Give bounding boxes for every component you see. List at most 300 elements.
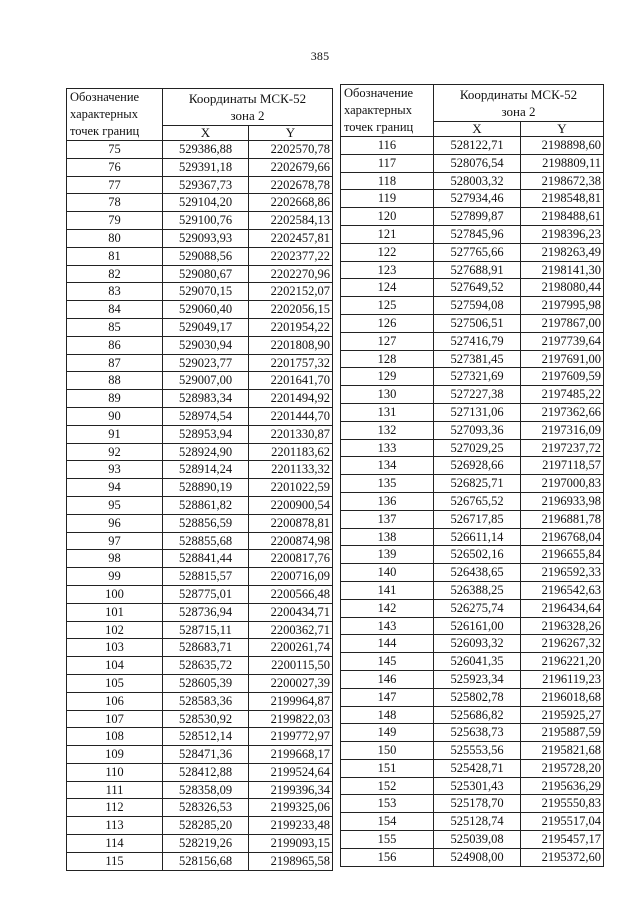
point-number-cell: 96 xyxy=(67,514,163,532)
y-coordinate-cell: 2201641,70 xyxy=(249,372,333,390)
x-coordinate-cell: 528122,71 xyxy=(434,137,521,155)
table-row xyxy=(341,564,604,582)
designation-header-line: Обозначение xyxy=(344,86,414,100)
y-coordinate-cell: 2202152,07 xyxy=(249,283,333,301)
y-coordinate-cell: 2197691,00 xyxy=(521,350,604,368)
y-coordinate-cell: 2202679,66 xyxy=(249,158,333,176)
y-coordinate-cell: 2199325,06 xyxy=(249,799,333,817)
table-row xyxy=(341,386,604,404)
x-coordinate-cell: 528974,54 xyxy=(163,407,249,425)
table-row xyxy=(341,350,604,368)
point-number-cell: 83 xyxy=(67,283,163,301)
x-coordinate-cell: 528855,68 xyxy=(163,532,249,550)
y-column-header: Y xyxy=(249,126,333,141)
table-row xyxy=(67,461,333,479)
x-coordinate-cell: 528219,26 xyxy=(163,835,249,853)
y-coordinate-cell: 2201330,87 xyxy=(249,425,333,443)
y-coordinate-cell: 2196221,20 xyxy=(521,653,604,671)
x-coordinate-cell: 528815,57 xyxy=(163,568,249,586)
y-coordinate-cell: 2197000,83 xyxy=(521,475,604,493)
y-coordinate-cell: 2200434,71 xyxy=(249,603,333,621)
table-row xyxy=(341,225,604,243)
table-row xyxy=(67,763,333,781)
table-row xyxy=(341,795,604,813)
table-row xyxy=(67,568,333,586)
y-coordinate-cell: 2198263,49 xyxy=(521,243,604,261)
y-coordinate-cell: 2196119,23 xyxy=(521,670,604,688)
table-row xyxy=(341,154,604,172)
table-row xyxy=(67,835,333,853)
point-number-cell: 94 xyxy=(67,479,163,497)
point-number-cell: 153 xyxy=(341,795,434,813)
point-number-cell: 128 xyxy=(341,350,434,368)
y-coordinate-cell: 2197485,22 xyxy=(521,386,604,404)
designation-header-line: характерных xyxy=(70,107,138,121)
point-number-cell: 127 xyxy=(341,332,434,350)
point-number-cell: 103 xyxy=(67,639,163,657)
point-number-cell: 114 xyxy=(67,835,163,853)
designation-header-line: Обозначение xyxy=(70,90,140,104)
table-row xyxy=(67,390,333,408)
x-coordinate-cell: 529104,20 xyxy=(163,194,249,212)
y-column-header: Y xyxy=(521,122,604,137)
x-coordinate-cell: 528285,20 xyxy=(163,817,249,835)
table-row xyxy=(341,635,604,653)
x-coordinate-cell: 527899,87 xyxy=(434,208,521,226)
y-coordinate-cell: 2200874,98 xyxy=(249,532,333,550)
y-coordinate-cell: 2201183,62 xyxy=(249,443,333,461)
point-number-cell: 149 xyxy=(341,724,434,742)
coordinates-table-right xyxy=(340,84,604,867)
x-coordinate-cell: 526161,00 xyxy=(434,617,521,635)
point-number-cell: 151 xyxy=(341,759,434,777)
point-number-cell: 107 xyxy=(67,710,163,728)
point-number-cell: 140 xyxy=(341,564,434,582)
table-row xyxy=(67,817,333,835)
x-coordinate-cell: 525686,82 xyxy=(434,706,521,724)
point-number-cell: 79 xyxy=(67,212,163,230)
x-coordinate-cell: 525039,08 xyxy=(434,831,521,849)
page-number: 385 xyxy=(310,49,330,63)
x-coordinate-cell: 529100,76 xyxy=(163,212,249,230)
point-number-cell: 124 xyxy=(341,279,434,297)
x-coordinate-cell: 527649,52 xyxy=(434,279,521,297)
x-coordinate-cell: 529391,18 xyxy=(163,158,249,176)
x-coordinate-cell: 528914,24 xyxy=(163,461,249,479)
table-row xyxy=(67,674,333,692)
table-row xyxy=(341,813,604,831)
designation-header xyxy=(341,85,434,137)
table-row xyxy=(341,848,604,866)
point-number-cell: 93 xyxy=(67,461,163,479)
point-number-cell: 100 xyxy=(67,585,163,603)
y-coordinate-cell: 2200027,39 xyxy=(249,674,333,692)
y-coordinate-cell: 2199233,48 xyxy=(249,817,333,835)
y-coordinate-cell: 2195887,59 xyxy=(521,724,604,742)
table-row xyxy=(67,603,333,621)
y-coordinate-cell: 2197118,57 xyxy=(521,457,604,475)
table-row xyxy=(341,510,604,528)
coordinates-title: Координаты МСК-52 xyxy=(188,91,307,106)
x-coordinate-cell: 527845,96 xyxy=(434,225,521,243)
table-row xyxy=(341,759,604,777)
table-row xyxy=(341,457,604,475)
x-coordinate-cell: 528530,92 xyxy=(163,710,249,728)
table-row xyxy=(341,137,604,155)
x-coordinate-cell: 525638,73 xyxy=(434,724,521,742)
point-number-cell: 86 xyxy=(67,336,163,354)
x-coordinate-cell: 526041,35 xyxy=(434,653,521,671)
point-number-cell: 101 xyxy=(67,603,163,621)
point-number-cell: 120 xyxy=(341,208,434,226)
point-number-cell: 123 xyxy=(341,261,434,279)
point-number-cell: 88 xyxy=(67,372,163,390)
point-number-cell: 132 xyxy=(341,421,434,439)
y-coordinate-cell: 2200362,71 xyxy=(249,621,333,639)
table-row xyxy=(67,443,333,461)
point-number-cell: 155 xyxy=(341,831,434,849)
designation-header-line: характерных xyxy=(344,103,412,117)
y-coordinate-cell: 2196328,26 xyxy=(521,617,604,635)
x-coordinate-cell: 528583,36 xyxy=(163,692,249,710)
designation-header-line: точек границ xyxy=(344,120,414,134)
y-coordinate-cell: 2201444,70 xyxy=(249,407,333,425)
y-coordinate-cell: 2199822,03 xyxy=(249,710,333,728)
y-coordinate-cell: 2197995,98 xyxy=(521,297,604,315)
table-row xyxy=(67,692,333,710)
point-number-cell: 102 xyxy=(67,621,163,639)
point-number-cell: 104 xyxy=(67,657,163,675)
y-coordinate-cell: 2200878,81 xyxy=(249,514,333,532)
table-row xyxy=(341,617,604,635)
x-coordinate-cell: 528683,71 xyxy=(163,639,249,657)
point-number-cell: 92 xyxy=(67,443,163,461)
y-coordinate-cell: 2196018,68 xyxy=(521,688,604,706)
point-number-cell: 90 xyxy=(67,407,163,425)
y-coordinate-cell: 2197362,66 xyxy=(521,403,604,421)
table-row xyxy=(67,657,333,675)
point-number-cell: 116 xyxy=(341,137,434,155)
y-coordinate-cell: 2201808,90 xyxy=(249,336,333,354)
table-row xyxy=(341,706,604,724)
y-coordinate-cell: 2196768,04 xyxy=(521,528,604,546)
table-row xyxy=(67,710,333,728)
point-number-cell: 108 xyxy=(67,728,163,746)
point-number-cell: 150 xyxy=(341,742,434,760)
x-coordinate-cell: 529080,67 xyxy=(163,265,249,283)
point-number-cell: 112 xyxy=(67,799,163,817)
x-coordinate-cell: 526825,71 xyxy=(434,475,521,493)
y-coordinate-cell: 2202457,81 xyxy=(249,229,333,247)
y-coordinate-cell: 2199396,34 xyxy=(249,781,333,799)
y-coordinate-cell: 2196655,84 xyxy=(521,546,604,564)
x-coordinate-cell: 528715,11 xyxy=(163,621,249,639)
point-number-cell: 134 xyxy=(341,457,434,475)
y-coordinate-cell: 2196267,32 xyxy=(521,635,604,653)
point-number-cell: 77 xyxy=(67,176,163,194)
table-row xyxy=(67,479,333,497)
table-row xyxy=(67,514,333,532)
point-number-cell: 80 xyxy=(67,229,163,247)
x-coordinate-cell: 528924,90 xyxy=(163,443,249,461)
y-coordinate-cell: 2195550,83 xyxy=(521,795,604,813)
table-row xyxy=(67,318,333,336)
x-coordinate-cell: 527381,45 xyxy=(434,350,521,368)
y-coordinate-cell: 2195925,27 xyxy=(521,706,604,724)
point-number-cell: 156 xyxy=(341,848,434,866)
x-coordinate-cell: 527131,06 xyxy=(434,403,521,421)
point-number-cell: 152 xyxy=(341,777,434,795)
y-coordinate-cell: 2196542,63 xyxy=(521,581,604,599)
y-coordinate-cell: 2200817,76 xyxy=(249,550,333,568)
point-number-cell: 118 xyxy=(341,172,434,190)
y-coordinate-cell: 2195372,60 xyxy=(521,848,604,866)
x-coordinate-cell: 527506,51 xyxy=(434,314,521,332)
y-coordinate-cell: 2198548,81 xyxy=(521,190,604,208)
table-row xyxy=(341,546,604,564)
y-coordinate-cell: 2198396,23 xyxy=(521,225,604,243)
point-number-cell: 89 xyxy=(67,390,163,408)
point-number-cell: 97 xyxy=(67,532,163,550)
table-row xyxy=(67,585,333,603)
x-coordinate-cell: 529093,93 xyxy=(163,229,249,247)
point-number-cell: 130 xyxy=(341,386,434,404)
point-number-cell: 148 xyxy=(341,706,434,724)
table-row xyxy=(67,176,333,194)
table-row xyxy=(341,297,604,315)
point-number-cell: 154 xyxy=(341,813,434,831)
x-coordinate-cell: 529030,94 xyxy=(163,336,249,354)
x-coordinate-cell: 525128,74 xyxy=(434,813,521,831)
y-coordinate-cell: 2200716,09 xyxy=(249,568,333,586)
point-number-cell: 129 xyxy=(341,368,434,386)
table-row xyxy=(341,492,604,510)
x-coordinate-cell: 528076,54 xyxy=(434,154,521,172)
y-coordinate-cell: 2197739,64 xyxy=(521,332,604,350)
x-coordinate-cell: 526502,16 xyxy=(434,546,521,564)
y-coordinate-cell: 2199524,64 xyxy=(249,763,333,781)
point-number-cell: 136 xyxy=(341,492,434,510)
x-coordinate-cell: 527688,91 xyxy=(434,261,521,279)
y-coordinate-cell: 2197237,72 xyxy=(521,439,604,457)
y-coordinate-cell: 2198080,44 xyxy=(521,279,604,297)
y-coordinate-cell: 2200261,74 xyxy=(249,639,333,657)
coordinates-title: Координаты МСК-52 xyxy=(459,87,578,102)
x-coordinate-cell: 528605,39 xyxy=(163,674,249,692)
y-coordinate-cell: 2201954,22 xyxy=(249,318,333,336)
x-coordinate-cell: 527765,66 xyxy=(434,243,521,261)
point-number-cell: 142 xyxy=(341,599,434,617)
table-row xyxy=(67,852,333,870)
x-coordinate-cell: 528953,94 xyxy=(163,425,249,443)
coordinates-header xyxy=(163,89,333,126)
point-number-cell: 99 xyxy=(67,568,163,586)
y-coordinate-cell: 2196434,64 xyxy=(521,599,604,617)
point-number-cell: 87 xyxy=(67,354,163,372)
table-row xyxy=(341,172,604,190)
point-number-cell: 95 xyxy=(67,496,163,514)
table-row xyxy=(341,439,604,457)
y-coordinate-cell: 2195821,68 xyxy=(521,742,604,760)
x-coordinate-cell: 528775,01 xyxy=(163,585,249,603)
point-number-cell: 138 xyxy=(341,528,434,546)
table-row xyxy=(67,550,333,568)
x-coordinate-cell: 528861,82 xyxy=(163,496,249,514)
table-row xyxy=(341,279,604,297)
y-coordinate-cell: 2196933,98 xyxy=(521,492,604,510)
y-coordinate-cell: 2200566,48 xyxy=(249,585,333,603)
table-row xyxy=(67,265,333,283)
table-row xyxy=(67,229,333,247)
coordinates-table-left xyxy=(66,88,333,871)
x-coordinate-cell: 526611,14 xyxy=(434,528,521,546)
table-row xyxy=(341,421,604,439)
table-row xyxy=(67,212,333,230)
coordinates-zone: зона 2 xyxy=(501,104,536,119)
table-body-left xyxy=(67,141,333,871)
y-coordinate-cell: 2199772,97 xyxy=(249,728,333,746)
x-coordinate-cell: 527321,69 xyxy=(434,368,521,386)
x-coordinate-cell: 529007,00 xyxy=(163,372,249,390)
table-row xyxy=(341,190,604,208)
y-coordinate-cell: 2199093,15 xyxy=(249,835,333,853)
x-coordinate-cell: 529049,17 xyxy=(163,318,249,336)
x-coordinate-cell: 529023,77 xyxy=(163,354,249,372)
y-coordinate-cell: 2195636,29 xyxy=(521,777,604,795)
table-row xyxy=(341,581,604,599)
x-coordinate-cell: 528856,59 xyxy=(163,514,249,532)
y-coordinate-cell: 2198488,61 xyxy=(521,208,604,226)
y-coordinate-cell: 2196881,78 xyxy=(521,510,604,528)
x-coordinate-cell: 525428,71 xyxy=(434,759,521,777)
x-coordinate-cell: 525923,34 xyxy=(434,670,521,688)
point-number-cell: 137 xyxy=(341,510,434,528)
x-coordinate-cell: 527093,36 xyxy=(434,421,521,439)
y-coordinate-cell: 2198141,30 xyxy=(521,261,604,279)
table-row xyxy=(67,301,333,319)
x-coordinate-cell: 526438,65 xyxy=(434,564,521,582)
x-coordinate-cell: 528841,44 xyxy=(163,550,249,568)
point-number-cell: 115 xyxy=(67,852,163,870)
x-coordinate-cell: 526275,74 xyxy=(434,599,521,617)
point-number-cell: 75 xyxy=(67,141,163,159)
x-coordinate-cell: 526928,66 xyxy=(434,457,521,475)
x-column-header: X xyxy=(163,126,249,141)
table-row xyxy=(67,354,333,372)
y-coordinate-cell: 2201022,59 xyxy=(249,479,333,497)
x-coordinate-cell: 524908,00 xyxy=(434,848,521,866)
table-row xyxy=(341,403,604,421)
point-number-cell: 135 xyxy=(341,475,434,493)
y-coordinate-cell: 2197867,00 xyxy=(521,314,604,332)
x-coordinate-cell: 529070,15 xyxy=(163,283,249,301)
point-number-cell: 110 xyxy=(67,763,163,781)
table-row xyxy=(341,724,604,742)
y-coordinate-cell: 2201133,32 xyxy=(249,461,333,479)
table-row xyxy=(67,799,333,817)
point-number-cell: 131 xyxy=(341,403,434,421)
point-number-cell: 139 xyxy=(341,546,434,564)
table-row xyxy=(341,332,604,350)
point-number-cell: 126 xyxy=(341,314,434,332)
table-row xyxy=(67,158,333,176)
point-number-cell: 76 xyxy=(67,158,163,176)
y-coordinate-cell: 2195517,04 xyxy=(521,813,604,831)
point-number-cell: 109 xyxy=(67,746,163,764)
x-coordinate-cell: 527029,25 xyxy=(434,439,521,457)
table-row xyxy=(341,261,604,279)
point-number-cell: 78 xyxy=(67,194,163,212)
y-coordinate-cell: 2200115,50 xyxy=(249,657,333,675)
point-number-cell: 85 xyxy=(67,318,163,336)
table-row xyxy=(341,243,604,261)
table-row xyxy=(341,528,604,546)
table-row xyxy=(67,746,333,764)
x-coordinate-cell: 527416,79 xyxy=(434,332,521,350)
point-number-cell: 82 xyxy=(67,265,163,283)
x-coordinate-cell: 527934,46 xyxy=(434,190,521,208)
table-row xyxy=(341,688,604,706)
point-number-cell: 121 xyxy=(341,225,434,243)
table-row xyxy=(67,425,333,443)
x-coordinate-cell: 528890,19 xyxy=(163,479,249,497)
table-row xyxy=(67,407,333,425)
y-coordinate-cell: 2197316,09 xyxy=(521,421,604,439)
point-number-cell: 81 xyxy=(67,247,163,265)
point-number-cell: 141 xyxy=(341,581,434,599)
table-row xyxy=(341,742,604,760)
x-coordinate-cell: 528471,36 xyxy=(163,746,249,764)
y-coordinate-cell: 2202056,15 xyxy=(249,301,333,319)
x-coordinate-cell: 528326,53 xyxy=(163,799,249,817)
y-coordinate-cell: 2202270,96 xyxy=(249,265,333,283)
point-number-cell: 133 xyxy=(341,439,434,457)
y-coordinate-cell: 2197609,59 xyxy=(521,368,604,386)
x-coordinate-cell: 528412,88 xyxy=(163,763,249,781)
x-coordinate-cell: 528512,14 xyxy=(163,728,249,746)
x-coordinate-cell: 528003,32 xyxy=(434,172,521,190)
y-coordinate-cell: 2202668,86 xyxy=(249,194,333,212)
x-coordinate-cell: 528358,09 xyxy=(163,781,249,799)
y-coordinate-cell: 2195728,20 xyxy=(521,759,604,777)
y-coordinate-cell: 2199964,87 xyxy=(249,692,333,710)
x-coordinate-cell: 526093,32 xyxy=(434,635,521,653)
table-row xyxy=(67,532,333,550)
table-row xyxy=(67,639,333,657)
point-number-cell: 106 xyxy=(67,692,163,710)
y-coordinate-cell: 2202570,78 xyxy=(249,141,333,159)
point-number-cell: 119 xyxy=(341,190,434,208)
table-row xyxy=(67,141,333,159)
table-row xyxy=(341,368,604,386)
point-number-cell: 111 xyxy=(67,781,163,799)
table-row xyxy=(341,208,604,226)
point-number-cell: 117 xyxy=(341,154,434,172)
coordinates-header xyxy=(434,85,604,122)
point-number-cell: 91 xyxy=(67,425,163,443)
point-number-cell: 144 xyxy=(341,635,434,653)
x-coordinate-cell: 525802,78 xyxy=(434,688,521,706)
y-coordinate-cell: 2198672,38 xyxy=(521,172,604,190)
y-coordinate-cell: 2196592,33 xyxy=(521,564,604,582)
point-number-cell: 147 xyxy=(341,688,434,706)
table-row xyxy=(341,831,604,849)
point-number-cell: 145 xyxy=(341,653,434,671)
table-row xyxy=(341,475,604,493)
x-coordinate-cell: 528156,68 xyxy=(163,852,249,870)
y-coordinate-cell: 2202678,78 xyxy=(249,176,333,194)
x-coordinate-cell: 526765,52 xyxy=(434,492,521,510)
